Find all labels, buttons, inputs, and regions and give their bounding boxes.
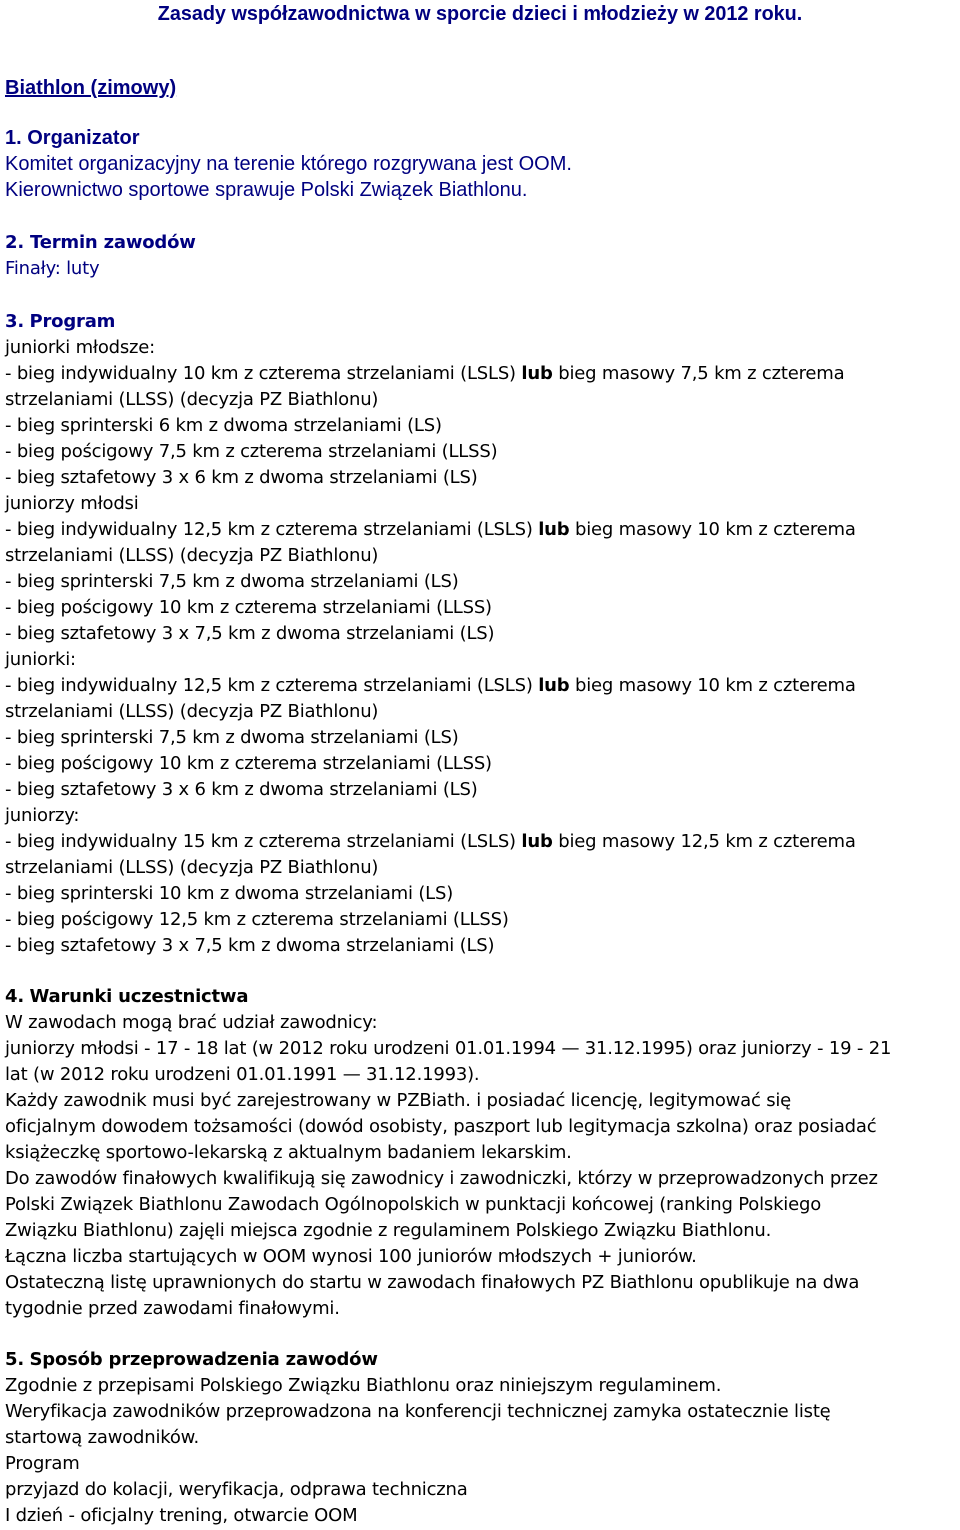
conditions-line: juniorzy młodsi - 17 - 18 lat (w 2012 roku urodzeni 01.01.1994 — 31.12.1995) oraz juniorzy - 19 - 21 bbox=[5, 1038, 892, 1059]
section-title: Sposób przeprowadzenia zawodów bbox=[29, 1349, 378, 1370]
program-item: - bieg pościgowy 10 km z czterema strzelaniami (LLSS) bbox=[5, 597, 492, 618]
or-word: lub bbox=[538, 675, 570, 696]
item-text: - bieg indywidualny 12,5 km z czterema strzelaniami (LSLS) bbox=[5, 519, 533, 540]
conditions-line: lat (w 2012 roku urodzeni 01.01.1991 — 31.12.1993). bbox=[5, 1064, 480, 1085]
section-number: 5. bbox=[5, 1349, 24, 1370]
item-text: bieg masowy 10 km z czterema bbox=[575, 675, 856, 696]
conditions-line: Ostateczną listę uprawnionych do startu w zawodach finałowych PZ Biathlonu opublikuje na dwa bbox=[5, 1272, 860, 1293]
program-item: - bieg pościgowy 12,5 km z czterema strzelaniami (LLSS) bbox=[5, 909, 509, 930]
section-heading-term: 2. Termin zawodów bbox=[5, 232, 196, 253]
program-item: - bieg sztafetowy 3 x 6 km z dwoma strzelaniami (LS) bbox=[5, 779, 478, 800]
section-heading-method bbox=[5, 1347, 378, 1373]
group-name: juniorzy młodsi bbox=[5, 493, 139, 514]
term-line: Finały: luty bbox=[5, 258, 100, 279]
section-number: 3. bbox=[5, 311, 24, 332]
item-text: bieg masowy 10 km z czterema bbox=[575, 519, 856, 540]
document-title: Zasady współzawodnictwa w sporcie dzieci i młodzieży w 2012 roku. bbox=[157, 3, 803, 25]
conditions-line: tygodnie przed zawodami finałowymi. bbox=[5, 1298, 340, 1319]
program-item: - bieg sprinterski 10 km z dwoma strzelaniami (LS) bbox=[5, 883, 454, 904]
section-heading-organizer: 1. Organizator bbox=[5, 127, 140, 149]
group-name: juniorki: bbox=[5, 649, 76, 670]
section-number: 4. bbox=[5, 986, 24, 1007]
program-item-cont: strzelaniami (LLSS) (decyzja PZ Biathlonu) bbox=[5, 545, 379, 566]
group-name: juniorki młodsze: bbox=[5, 337, 156, 358]
sport-name: Biathlon (zimowy) bbox=[5, 77, 177, 99]
method-line: Weryfikacja zawodników przeprowadzona na konferencji technicznej zamyka ostatecznie listę bbox=[5, 1401, 831, 1422]
conditions-line: Każdy zawodnik musi być zarejestrowany w PZBiath. i posiadać licencję, legitymować się bbox=[5, 1090, 792, 1111]
section-title: Warunki uczestnictwa bbox=[29, 986, 249, 1007]
organizer-line: Komitet organizacyjny na terenie którego rozgrywana jest OOM. bbox=[5, 153, 572, 175]
program-item: - bieg sprinterski 7,5 km z dwoma strzelaniami (LS) bbox=[5, 727, 459, 748]
item-text: bieg masowy 12,5 km z czterema bbox=[558, 831, 856, 852]
or-word: lub bbox=[521, 363, 553, 384]
item-text: - bieg indywidualny 10 km z czterema strzelaniami (LSLS) bbox=[5, 363, 516, 384]
section-heading-program bbox=[5, 309, 115, 335]
item-text: - bieg indywidualny 15 km z czterema strzelaniami (LSLS) bbox=[5, 831, 516, 852]
program-item-first bbox=[5, 517, 856, 543]
program-item: - bieg sprinterski 6 km z dwoma strzelaniami (LS) bbox=[5, 415, 442, 436]
conditions-line: książeczkę sportowo-lekarską z aktualnym badaniem lekarskim. bbox=[5, 1142, 572, 1163]
program-item-first bbox=[5, 673, 856, 699]
conditions-line: oficjalnym dowodem tożsamości (dowód osobisty, paszport lub legitymacja szkolna) oraz posiadać bbox=[5, 1116, 877, 1137]
conditions-line: Polski Związek Biathlonu Zawodach Ogólnopolskich w punktacji końcowej (ranking Polskiego bbox=[5, 1194, 822, 1215]
method-line: startową zawodników. bbox=[5, 1427, 200, 1448]
program-item: - bieg sztafetowy 3 x 6 km z dwoma strzelaniami (LS) bbox=[5, 467, 478, 488]
or-word: lub bbox=[521, 831, 553, 852]
conditions-line: Łączna liczba startujących w OOM wynosi 100 juniorów młodszych + juniorów. bbox=[5, 1246, 697, 1267]
method-line: Program bbox=[5, 1453, 80, 1474]
section-title: Program bbox=[29, 311, 116, 332]
program-item: - bieg sztafetowy 3 x 7,5 km z dwoma strzelaniami (LS) bbox=[5, 623, 495, 644]
program-item: - bieg sprinterski 7,5 km z dwoma strzelaniami (LS) bbox=[5, 571, 459, 592]
section-heading-conditions bbox=[5, 984, 248, 1010]
organizer-line: Kierownictwo sportowe sprawuje Polski Związek Biathlonu. bbox=[5, 179, 528, 201]
method-line: Zgodnie z przepisami Polskiego Związku Biathlonu oraz niniejszym regulaminem. bbox=[5, 1375, 722, 1396]
program-item-cont: strzelaniami (LLSS) (decyzja PZ Biathlonu) bbox=[5, 389, 379, 410]
item-text: bieg masowy 7,5 km z czterema bbox=[558, 363, 845, 384]
or-word: lub bbox=[538, 519, 570, 540]
program-item: - bieg pościgowy 7,5 km z czterema strzelaniami (LLSS) bbox=[5, 441, 498, 462]
group-name: juniorzy: bbox=[5, 805, 80, 826]
program-item: - bieg sztafetowy 3 x 7,5 km z dwoma strzelaniami (LS) bbox=[5, 935, 495, 956]
method-line: I dzień - oficjalny trening, otwarcie OOM bbox=[5, 1505, 358, 1526]
conditions-line: Związku Biathlonu) zajęli miejsca zgodnie z regulaminem Polskiego Związku Biathlonu. bbox=[5, 1220, 772, 1241]
program-item: - bieg pościgowy 10 km z czterema strzelaniami (LLSS) bbox=[5, 753, 492, 774]
program-item-first bbox=[5, 829, 856, 855]
conditions-line: W zawodach mogą brać udział zawodnicy: bbox=[5, 1012, 378, 1033]
program-item-first bbox=[5, 361, 844, 387]
program-item-cont: strzelaniami (LLSS) (decyzja PZ Biathlonu) bbox=[5, 857, 379, 878]
item-text: - bieg indywidualny 12,5 km z czterema strzelaniami (LSLS) bbox=[5, 675, 533, 696]
conditions-line: Do zawodów finałowych kwalifikują się zawodnicy i zawodniczki, którzy w przeprowadzonych przez bbox=[5, 1168, 878, 1189]
method-line: przyjazd do kolacji, weryfikacja, odprawa techniczna bbox=[5, 1479, 468, 1500]
program-item-cont: strzelaniami (LLSS) (decyzja PZ Biathlonu) bbox=[5, 701, 379, 722]
